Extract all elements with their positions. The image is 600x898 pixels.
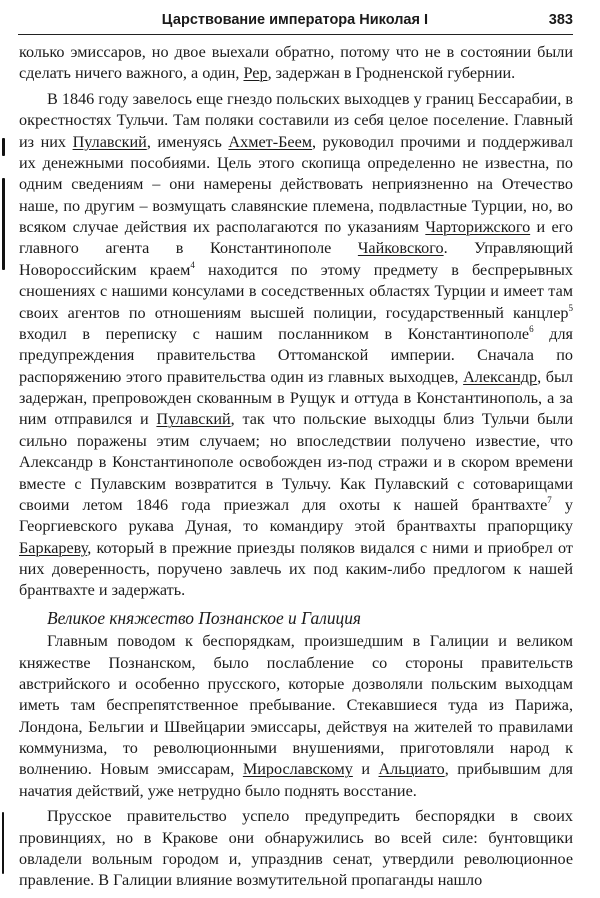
name-mieroslawski: Мирославскому [242,760,353,779]
name-akhmet-bey: Ахмет-Беем [228,132,313,151]
running-title: Царствование императора Николая I [161,12,428,28]
page-body [19,42,573,892]
name-barkarev: Баркареву [19,538,88,557]
margin-mark-bottom [2,812,4,874]
paragraph-4: Прусское правительство успело предупредить беспорядки в своих провинциях, но в Кракове они обнаружились во всей силе: бунтовщики овладели вольным городом и, упразднив сенат, утвердили революционное правление. В Галиции влияние возмутительной пропаганды нашло [19,807,573,890]
name-chaikovsky: Чайковского [357,239,444,258]
footnote-ref-5: 5 [568,302,573,313]
paragraph-1: колько эмиссаров, но двое выехали обратно, потому что не в состоянии были сделать ничего важного, а один, Рер, задержан в Гродненской губернии. [19,43,573,83]
footnote-ref-7: 7 [547,494,552,505]
paragraph-3: Главным поводом к беспорядкам, произшедшим в Галиции и великом княжестве Познанском, было послабление со стороны правительств австрийского и особенно прусского, которые дозволяли польским выходцам иметь там беспрепятственное пребывание. Стекавшиеся туда из Парижа, Лондона, Бельгии и Швейцарии эмиссары, действуя на жителей то правилами коммунизма, то революционными внушениями, приготовляли народ к волнению. Новым эмиссарам, Мирославскому и Альциато, прибывшим для начатия действий, уже нетрудно было поднять восстание. [19,632,574,800]
running-header [18,8,573,35]
name-alexandr: Александр [463,367,538,386]
name-alciato: Альциато [378,760,445,779]
name-rer: Рер [243,64,268,83]
paragraph-2: В 1846 году завелось еще гнездо польских выходцев у границ Бессарабии, в окрестностях Тульчи. Там поляки составили из себя целое поселение. Главный из них Пулавский, именуясь Ахмет-Беем, руководил прочими и поддерживал их денежными пособиями. Цель этого скопища определенно не известна, по одним сведениям – они намерены действовать неприязненно на Отечество наше, по другим – возмущать славянские племена, подвластные Турции, но, во всяком случае действия их располагаются по указаниям Чарторижского и его главного агента в Константинополе Чайковского. Управляющий Новороссийским краем$^4$ находится по этому предмету в беспрерывных сношениях с нашими консулами в соседственных областях Турции и имеет там своих агентов по отношениям высшей полиции, государственный канцлер$^5$ входил в переписку с нашим посланником в Константинополе$^6$ для предупреждения правительства Оттоманской империи. Сначала по распоряжению этого правительства один из главных выходцев, Александр, был задержан, препровожден скованным в Рущук и оттуда в Константинополь, а за ним отправился и Пулавский, так что польские выходцы близ Тульчи были сильно поражены этим случаем; но впоследствии получено известие, что Александр в Константинополе освобожден из-под стражи и в скором времени вместе с Пулавским возвратится в Тульчу. Как Пулавский с сотоварищами своими летом 1846 года приезжал для охоты к нашей брантвахте$^7$ у Георгиевского рукава Дуная, то командиру этой брантвахты прапорщику Баркареву, который в прежние приезды поляков видался с ними и приобрел от них доверенность, поручено завлечь их под каким-либо предлогом к нашей брантвахте и задержать. [19,89,574,600]
page-number: 383 [548,12,573,28]
footnote-ref-4: 4 [190,259,195,270]
name-pulavsky-2: Пулавский [156,410,231,429]
margin-mark-top [2,138,5,156]
section-subheading: Великое княжество Познанское и Галиция [47,607,362,628]
name-pulavsky: Пулавский [72,132,147,151]
name-czartoryski: Чарторижского [425,218,531,236]
margin-mark-middle [2,178,5,270]
footnote-ref-6: 6 [529,323,534,334]
